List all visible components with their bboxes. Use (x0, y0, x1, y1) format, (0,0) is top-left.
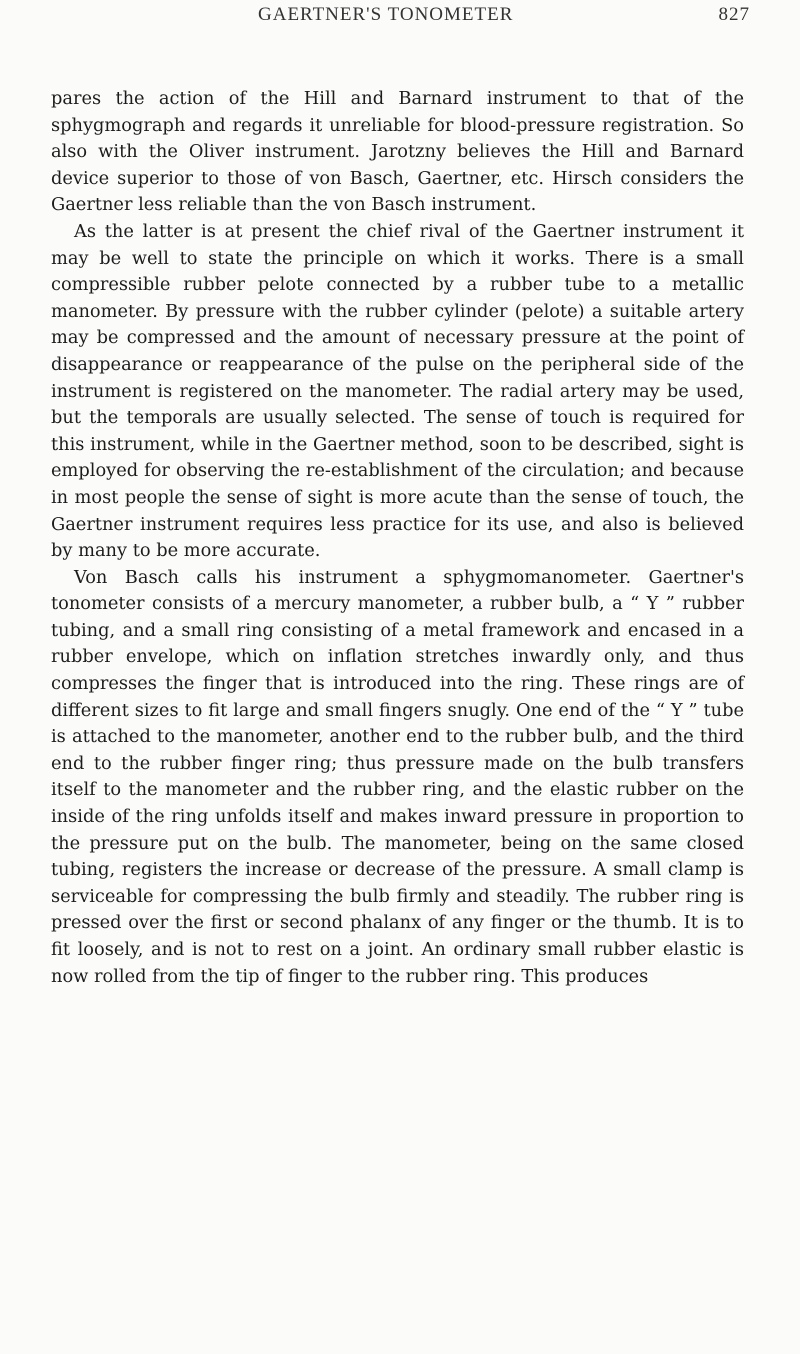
running-head (258, 4, 750, 28)
body-text (51, 86, 744, 990)
running-head-title: GAERTNER'S TONOMETER (258, 4, 514, 25)
paragraph-continued: pares the action of the Hill and Barnard instrument to that of the sphygmograph and regards it unreliable for blood-pressure registration. So also with the Oliver instrument. Jarotzny believes the Hill and Barnard device superior to those of von Basch, Gaertner, etc. Hirsch considers the Gaertner less reliable than the von Basch instrument. (51, 88, 744, 216)
paragraph-von-basch-principle: As the latter is at present the chief rival of the Gaertner instrument it may be well to state the principle on which it works. There is a small compressible rubber pelote connected by a rubber tube to a metallic manometer. By pressure with the rubber cylinder (pelote) a suitable artery may be compressed and the amount of necessary pressure at the point of disappearance or reappearance of the pulse on the peripheral side of the instrument is registered on the manometer. The radial artery may be used, but the temporals are usually selected. The sense of touch is required for this instrument, while in the Gaertner method, soon to be described, sight is employed for observing the re-establishment of the circulation; and because in most people the sense of sight is more acute than the sense of touch, the Gaertner instrument requires less practice for its use, and also is believed by many to be more accurate. (51, 220, 744, 562)
paragraph-gaertner-tonometer: Von Basch calls his instrument a sphygmomanometer. Gaertner's tonometer consists of a mercury manometer, a rubber bulb, a “ Y ” rubber tubing, and a small ring consisting of a metal framework and encased in a rubber envelope, which on inflation stretches inwardly only, and thus compresses the finger that is introduced into the ring. These rings are of different sizes to fit large and small fingers snugly. One end of the “ Y ” tube is attached to the manometer, another end to the rubber bulb, and the third end to the rubber finger ring; thus pressure made on the bulb transfers itself to the manometer and the rubber ring, and the elastic rubber on the inside of the ring unfolds itself and makes inward pressure in proportion to the pressure put on the bulb. The manometer, being on the same closed tubing, registers the increase or decrease of the pressure. A small clamp is serviceable for compressing the bulb firmly and steadily. The rubber ring is pressed over the first or second phalanx of any finger or the thumb. It is to fit loosely, and is not to rest on a joint. An ordinary small rubber elastic is now rolled from the tip of finger to the rubber ring. This produces (51, 566, 744, 987)
page-number: 827 (718, 4, 750, 25)
